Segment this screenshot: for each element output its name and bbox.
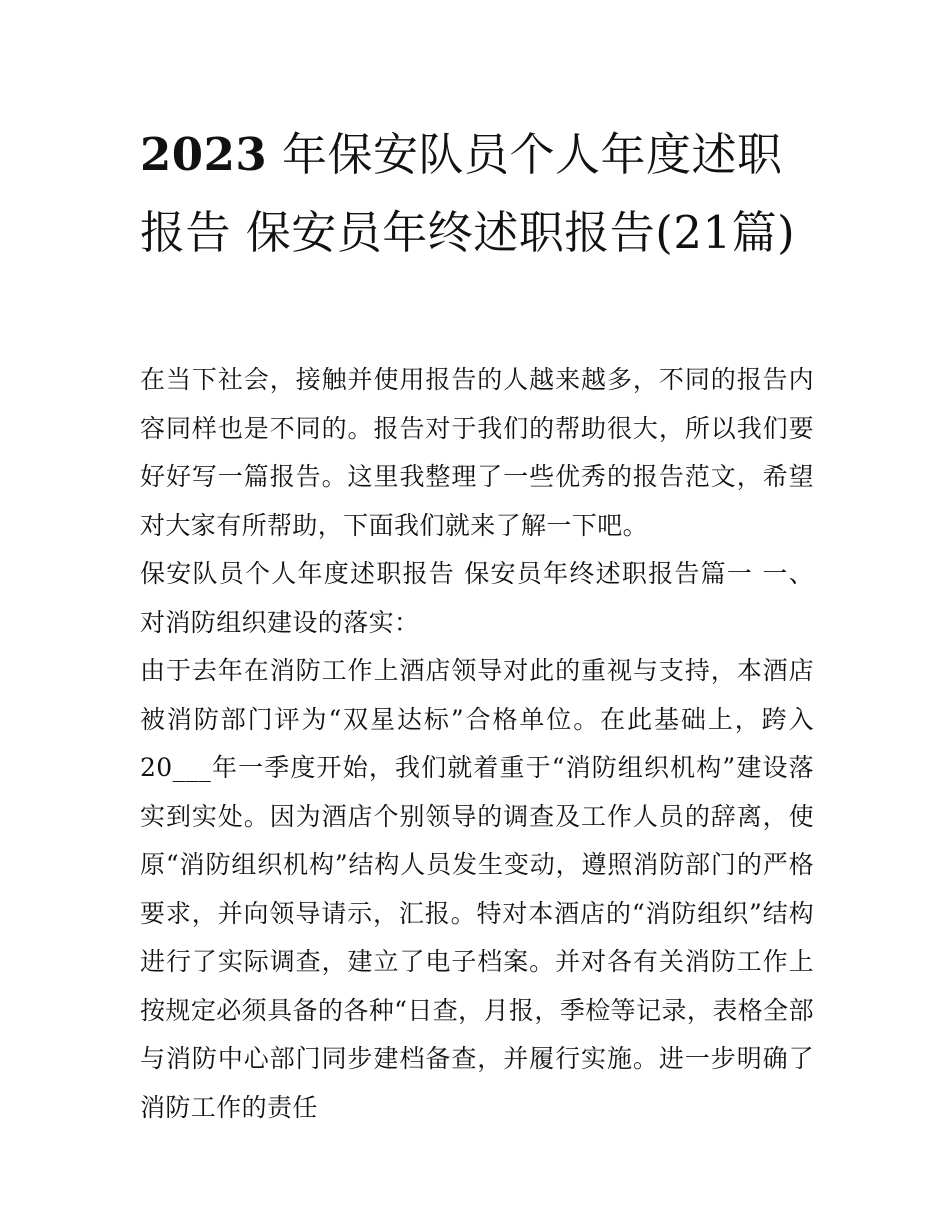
section-heading-paragraph: 保安队员个人年度述职报告 保安员年终述职报告篇一 一、对消防组织建设的落实： — [140, 559, 814, 637]
title-text: 年保安队员个人年度述职报告 保安员年终述职报告(21篇) — [140, 128, 796, 259]
document-title — [140, 116, 812, 272]
intro-paragraph: 在当下社会，接触并使用报告的人越来越多，不同的报告内容同样也是不同的。报告对于我们的帮助很大，所以我们要好好写一篇报告。这里我整理了一些优秀的报告范文，希望对大家有所帮助，下面我们就来了解一下吧。 — [140, 365, 814, 540]
title-year: 2023 — [140, 128, 268, 181]
document-body — [140, 356, 814, 1132]
body-paragraph: 由于去年在消防工作上酒店领导对此的重视与支持，本酒店被消防部门评为“双星达标”合格单位。在此基础上，跨入20___年一季度开始，我们就着重于“消防组织机构”建设落实到实处。因为酒店个别领导的调查及工作人员的辞离，使原“消防组织机构”结构人员发生变动，遵照消防部门的严格要求，并向领导请示，汇报。特对本酒店的“消防组织”结构进行了实际调查，建立了电子档案。并对各有关消防工作上按规定必须具备的各种“日查，月报，季检等记录，表格全部与消防中心部门同步建档备查，并履行实施。进一步明确了消防工作的责任 — [140, 656, 814, 1122]
